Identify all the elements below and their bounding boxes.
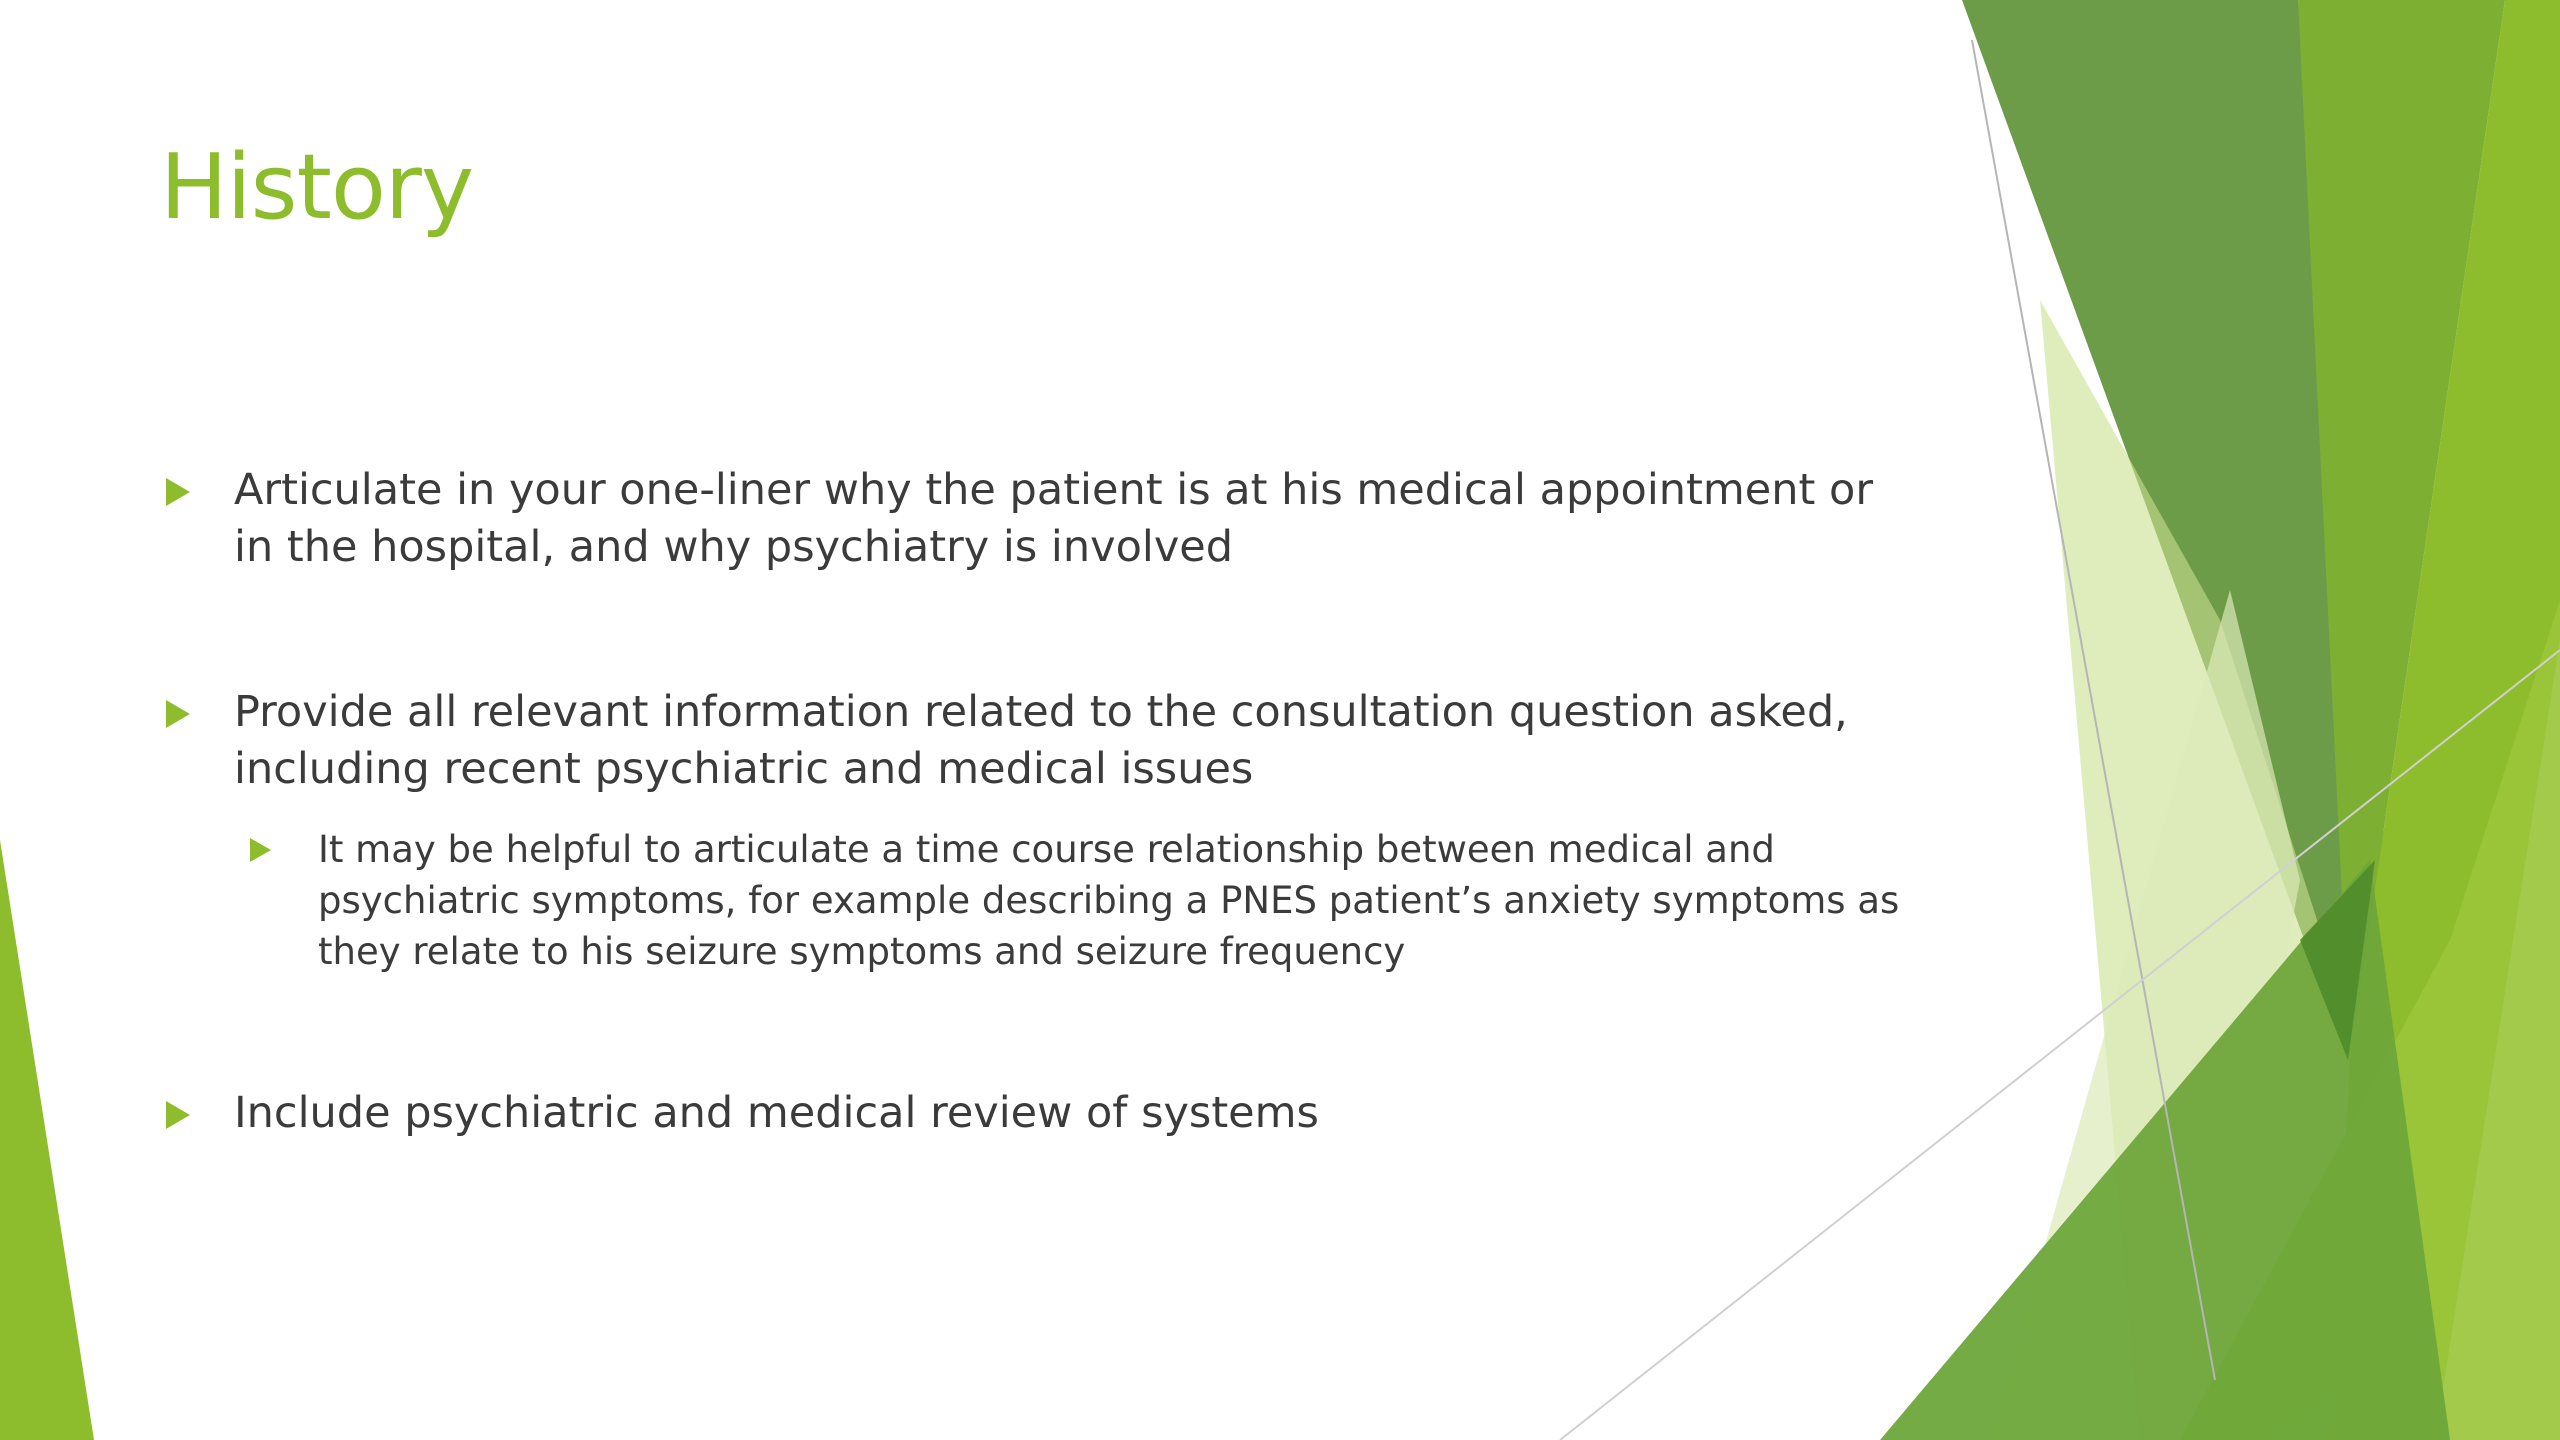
- slide-title: History: [160, 135, 474, 240]
- sub-bullet-text: It may be helpful to articulate a time course relationship between medical and psychiatric symptoms, for example describing a PNES patient’s anxiety symptoms as they relate to his seizure symptoms and seizure frequency: [318, 828, 1900, 973]
- bullet-item: [160, 1085, 1920, 1142]
- sub-bullet-item: [244, 824, 1920, 977]
- triangle-right-icon: [166, 1101, 190, 1129]
- triangle-right-icon: [250, 838, 271, 862]
- bullet-text: Include psychiatric and medical review of systems: [234, 1088, 1319, 1138]
- triangle-right-icon: [166, 700, 190, 728]
- bullet-text: Articulate in your one-liner why the patient is at his medical appointment or in the hospital, and why psychiatry is involved: [234, 465, 1874, 572]
- slide-body: [160, 462, 1920, 1142]
- triangle-right-icon: [166, 478, 190, 506]
- bullet-item: [160, 462, 1920, 576]
- bullet-item: [160, 684, 1920, 798]
- bullet-text: Provide all relevant information related to the consultation question asked, including recent psychiatric and medical issues: [234, 687, 1848, 794]
- left-accent-shape: [0, 840, 94, 1440]
